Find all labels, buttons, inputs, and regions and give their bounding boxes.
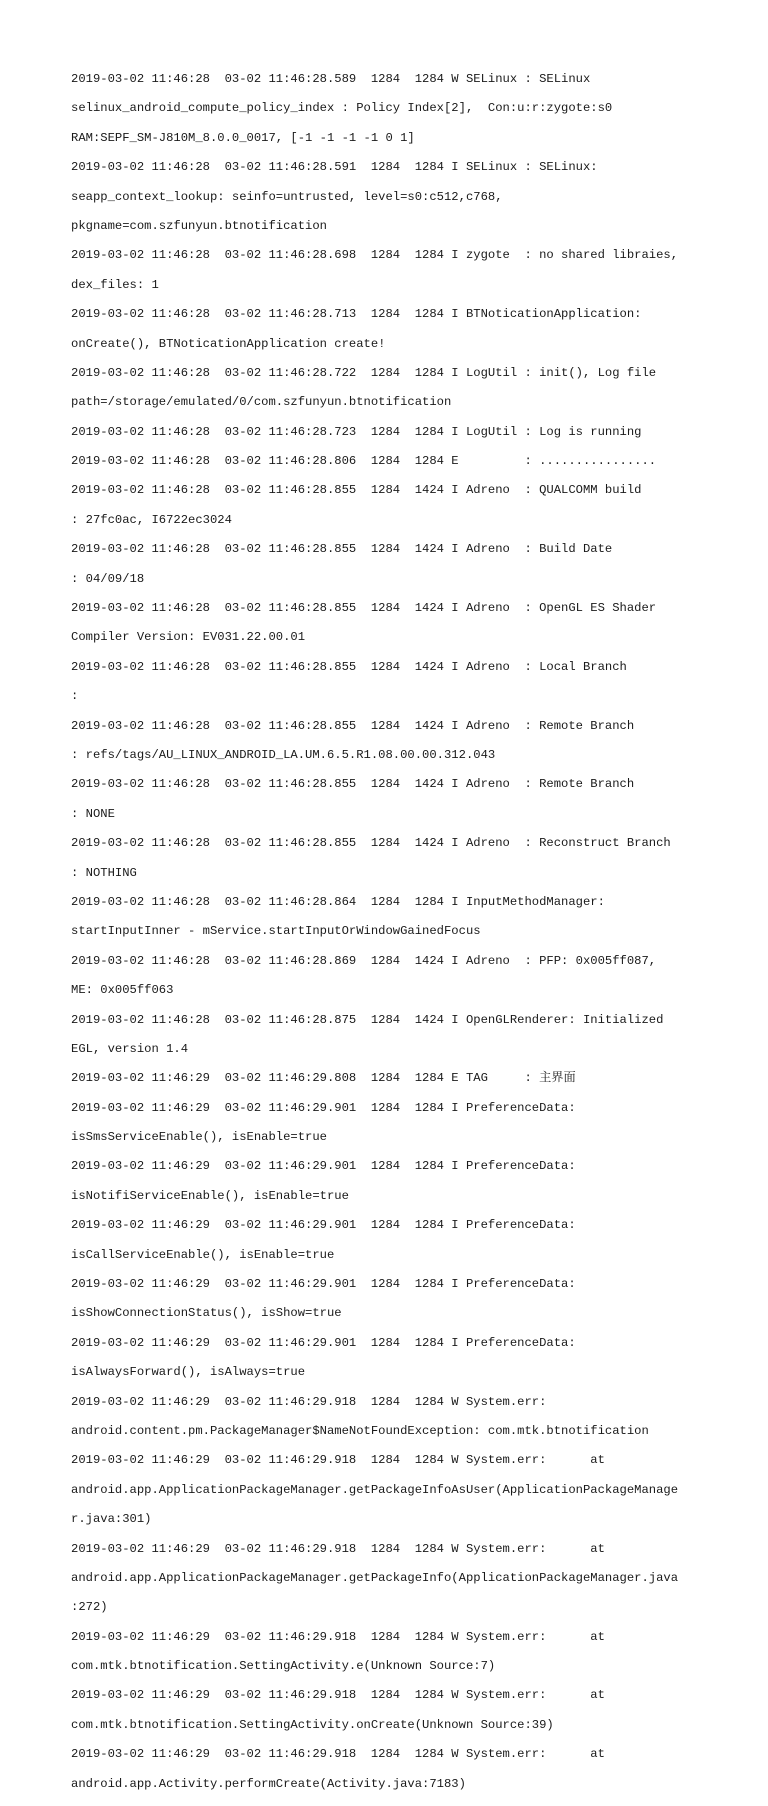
log-line: 2019-03-02 11:46:29 03-02 11:46:29.918 1284 1284 W System.err: (71, 1394, 547, 1409)
log-line: r.java:301) (71, 1512, 152, 1527)
log-line: isShowConnectionStatus(), isShow=true (71, 1306, 342, 1321)
log-line: 2019-03-02 11:46:28 03-02 11:46:28.855 1284 1424 I Adreno : OpenGL ES Shader (71, 601, 657, 616)
log-line: 2019-03-02 11:46:28 03-02 11:46:28.722 1284 1284 I LogUtil : init(), Log file (71, 365, 657, 380)
log-line: 2019-03-02 11:46:29 03-02 11:46:29.918 1284 1284 W System.err: at (71, 1541, 605, 1556)
log-line: 2019-03-02 11:46:29 03-02 11:46:29.901 1284 1284 I PreferenceData: (71, 1159, 576, 1174)
log-line: 2019-03-02 11:46:28 03-02 11:46:28.855 1284 1424 I Adreno : QUALCOMM build (71, 483, 642, 498)
log-line: 2019-03-02 11:46:28 03-02 11:46:28.698 1284 1284 I zygote : no shared libraies, (71, 248, 679, 263)
log-line: 2019-03-02 11:46:28 03-02 11:46:28.589 1284 1284 W SELinux : SELinux (71, 72, 591, 86)
log-line: startInputInner - mService.startInputOrWindowGainedFocus (71, 924, 481, 939)
log-line: Compiler Version: EV031.22.00.01 (71, 630, 306, 645)
log-line: isSmsServiceEnable(), isEnable=true (71, 1130, 327, 1145)
log-line: 2019-03-02 11:46:28 03-02 11:46:28.855 1284 1424 I Adreno : Remote Branch (71, 777, 635, 792)
log-line: 2019-03-02 11:46:29 03-02 11:46:29.808 1284 1284 E TAG : 主界面 (71, 1071, 576, 1086)
log-line: dex_files: 1 (71, 277, 159, 292)
log-line: EGL, version 1.4 (71, 1041, 189, 1056)
log-line: 2019-03-02 11:46:29 03-02 11:46:29.918 1284 1284 W System.err: at (71, 1629, 605, 1644)
log-line: 2019-03-02 11:46:29 03-02 11:46:29.901 1284 1284 I PreferenceData: (71, 1100, 576, 1115)
log-line: isNotifiServiceEnable(), isEnable=true (71, 1188, 349, 1203)
log-line: : refs/tags/AU_LINUX_ANDROID_LA.UM.6.5.R1.08.00.00.312.043 (71, 747, 496, 762)
log-line: 2019-03-02 11:46:29 03-02 11:46:29.901 1284 1284 I PreferenceData: (71, 1335, 576, 1350)
log-line: onCreate(), BTNoticationApplication create! (71, 336, 386, 351)
log-line: 2019-03-02 11:46:28 03-02 11:46:28.855 1284 1424 I Adreno : Build Date (71, 542, 613, 557)
log-line: pkgname=com.szfunyun.btnotification (71, 218, 327, 233)
log-line: selinux_android_compute_policy_index : Policy Index[2], Con:u:r:zygote:s0 (71, 101, 613, 116)
log-line: 2019-03-02 11:46:29 03-02 11:46:29.918 1284 1284 W System.err: at (71, 1453, 605, 1468)
log-line: : 27fc0ac, I6722ec3024 (71, 512, 232, 527)
log-line: android.app.Activity.performCreate(Activity.java:7183) (71, 1776, 466, 1791)
log-line: com.mtk.btnotification.SettingActivity.onCreate(Unknown Source:39) (71, 1717, 554, 1732)
log-line: :272) (71, 1600, 108, 1615)
log-line: 2019-03-02 11:46:28 03-02 11:46:28.723 1284 1284 I LogUtil : Log is running (71, 424, 642, 439)
log-line: 2019-03-02 11:46:28 03-02 11:46:28.713 1284 1284 I BTNoticationApplication: (71, 307, 642, 322)
log-line: android.app.ApplicationPackageManager.getPackageInfo(ApplicationPackageManager.java (71, 1570, 679, 1585)
log-line: : NOTHING (71, 865, 137, 880)
log-line: 2019-03-02 11:46:28 03-02 11:46:28.875 1284 1424 I OpenGLRenderer: Initialized (71, 1012, 664, 1027)
log-line: 2019-03-02 11:46:28 03-02 11:46:28.855 1284 1424 I Adreno : Remote Branch (71, 718, 635, 733)
log-line: 2019-03-02 11:46:29 03-02 11:46:29.918 1284 1284 W System.err: at (71, 1688, 605, 1703)
log-line: : 04/09/18 (71, 571, 145, 586)
log-line: RAM:SEPF_SM-J810M_8.0.0_0017, [-1 -1 -1 -1 0 1] (71, 130, 415, 145)
log-line: ME: 0x005ff063 (71, 983, 174, 998)
log-line: 2019-03-02 11:46:28 03-02 11:46:28.864 1284 1284 I InputMethodManager: (71, 894, 605, 909)
log-line: : NONE (71, 806, 115, 821)
log-line: seapp_context_lookup: seinfo=untrusted, level=s0:c512,c768, (71, 189, 503, 204)
log-line: 2019-03-02 11:46:28 03-02 11:46:28.869 1284 1424 I Adreno : PFP: 0x005ff087, (71, 953, 657, 968)
log-line: : (71, 689, 79, 704)
log-line: android.content.pm.PackageManager$NameNotFoundException: com.mtk.btnotification (71, 1423, 649, 1438)
log-line: 2019-03-02 11:46:29 03-02 11:46:29.918 1284 1284 W System.err: at (71, 1747, 605, 1762)
log-line: 2019-03-02 11:46:28 03-02 11:46:28.855 1284 1424 I Adreno : Reconstruct Branch (71, 836, 671, 851)
log-line: 2019-03-02 11:46:28 03-02 11:46:28.855 1284 1424 I Adreno : Local Branch (71, 659, 627, 674)
log-line: android.app.ApplicationPackageManager.getPackageInfoAsUser(ApplicationPackageManage (71, 1482, 679, 1497)
log-line: path=/storage/emulated/0/com.szfunyun.btnotification (71, 395, 452, 410)
log-line: com.mtk.btnotification.SettingActivity.e(Unknown Source:7) (71, 1659, 496, 1674)
log-line: 2019-03-02 11:46:29 03-02 11:46:29.901 1284 1284 I PreferenceData: (71, 1218, 576, 1233)
log-line: isCallServiceEnable(), isEnable=true (71, 1247, 335, 1262)
log-line: isAlwaysForward(), isAlways=true (71, 1365, 306, 1380)
log-line: 2019-03-02 11:46:28 03-02 11:46:28.591 1284 1284 I SELinux : SELinux: (71, 160, 598, 175)
log-text-block (71, 72, 711, 1806)
log-line: 2019-03-02 11:46:29 03-02 11:46:29.901 1284 1284 I PreferenceData: (71, 1277, 576, 1292)
log-line: 2019-03-02 11:46:28 03-02 11:46:28.806 1284 1284 E : ................ (71, 454, 657, 469)
